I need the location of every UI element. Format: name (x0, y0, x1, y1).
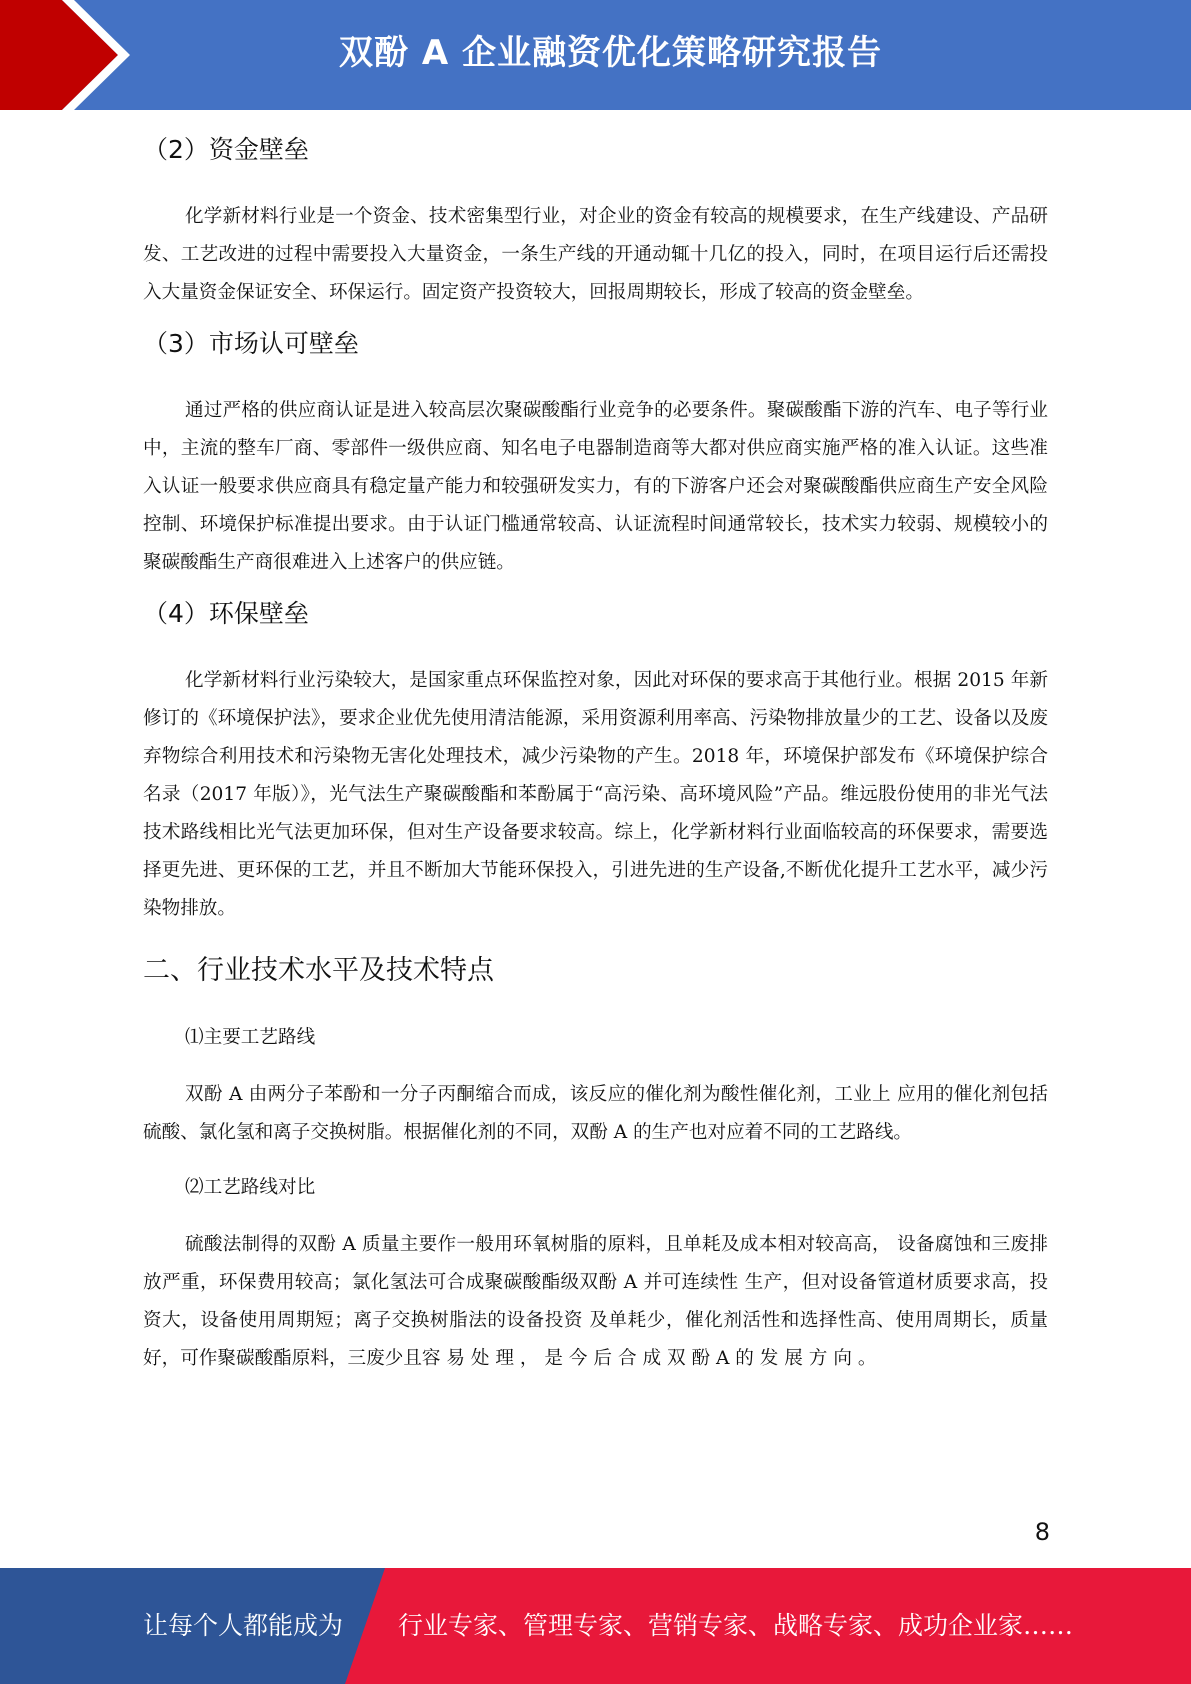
page-header (0, 0, 1191, 110)
chapter-heading-tech: 二、行业技术水平及技术特点 (143, 955, 494, 986)
section-heading-market: （3）市场认可壁垒 (143, 329, 359, 358)
paragraph-capital: 化学新材料行业是一个资金、技术密集型行业，对企业的资金有较高的规模要求，在生产线建设、产品研发、工艺改进的过程中需要投入大量资金，一条生产线的开通动辄十几亿的投入，同时，在项目运行后还需投入大量资金保证安全、环保运行。固定资产投资较大，回报周期较长，形成了较高的资金壁垒。 (143, 206, 1048, 303)
report-title: 双酚 A 企业融资优化策略研究报告 (339, 33, 882, 73)
section-heading-environment: （4）环保壁垒 (143, 599, 309, 628)
footer-slogan-left: 让每个人都能成为 (143, 1611, 344, 1640)
paragraph-environment: 化学新材料行业污染较大，是国家重点环保监控对象，因此对环保的要求高于其他行业。根据 2015 年新修订的《环境保护法》，要求企业优先使用清洁能源，采用资源利用率高、污染物排放量少的工艺、设备以及废弃物综合利用技术和污染物无害化处理技术，减少污染物的产生。2018 年，环境保护部发布《环境保护综合名录（2017 年版）》，光气法生产聚碳酸酯和苯酚属于“高污染、高环境风险”产品。维远股份使用的非光气法技术路线相比光气法更加环保，但对生产设备要求较高。综上，化学新材料行业面临较高的环保要求，需要选择更先进、更环保的工艺，并且不断加大节能环保投入，引进先进的生产设备,不断优化提升工艺水平，减少污染物排放。 (143, 670, 1048, 919)
paragraph-route-comparison: 硫酸法制得的双酚 A 质量主要作一般用环氧树脂的原料，且单耗及成本相对较高高， 设备腐蚀和三废排放严重，环保费用较高；氯化氢法可合成聚碳酸酯级双酚 A 并可连续性 生产，但对设备管道材质要求高，投资大，设备使用周期短；离子交换树脂法的设备投资 及单耗少，催化剂活性和选择性高、使用周期长，质量好，可作聚碳酸酯原料，三废少且容 易 处 理 ， 是 今 后 合 成 双 酚 A 的 发 展 方 向 。 (143, 1234, 1048, 1369)
subheading-route-comparison: ⑵工艺路线对比 (185, 1177, 316, 1198)
footer-slogan-right: 行业专家、管理专家、营销专家、战略专家、成功企业家…… (398, 1611, 1074, 1640)
page-number: 8 (1034, 1518, 1050, 1546)
subheading-process-route: ⑴主要工艺路线 (185, 1027, 316, 1048)
section-heading-capital: （2）资金壁垒 (143, 135, 309, 164)
main-content (143, 118, 1048, 1388)
paragraph-process-route: 双酚 A 由两分子苯酚和一分子丙酮缩合而成，该反应的催化剂为酸性催化剂，工业上 应用的催化剂包括硫酸、氯化氢和离子交换树脂。根据催化剂的不同，双酚 A 的生产也对应着不同的工艺路线。 (143, 1084, 1048, 1143)
page-footer (0, 1568, 1191, 1684)
paragraph-market: 通过严格的供应商认证是进入较高层次聚碳酸酯行业竞争的必要条件。聚碳酸酯下游的汽车、电子等行业中，主流的整车厂商、零部件一级供应商、知名电子电器制造商等大都对供应商实施严格的准入认证。这些准入认证一般要求供应商具有稳定量产能力和较强研发实力，有的下游客户还会对聚碳酸酯供应商生产安全风险控制、环境保护标准提出要求。由于认证门槛通常较高、认证流程时间通常较长，技术实力较弱、规模较小的聚碳酸酯生产商很难进入上述客户的供应链。 (143, 400, 1048, 573)
